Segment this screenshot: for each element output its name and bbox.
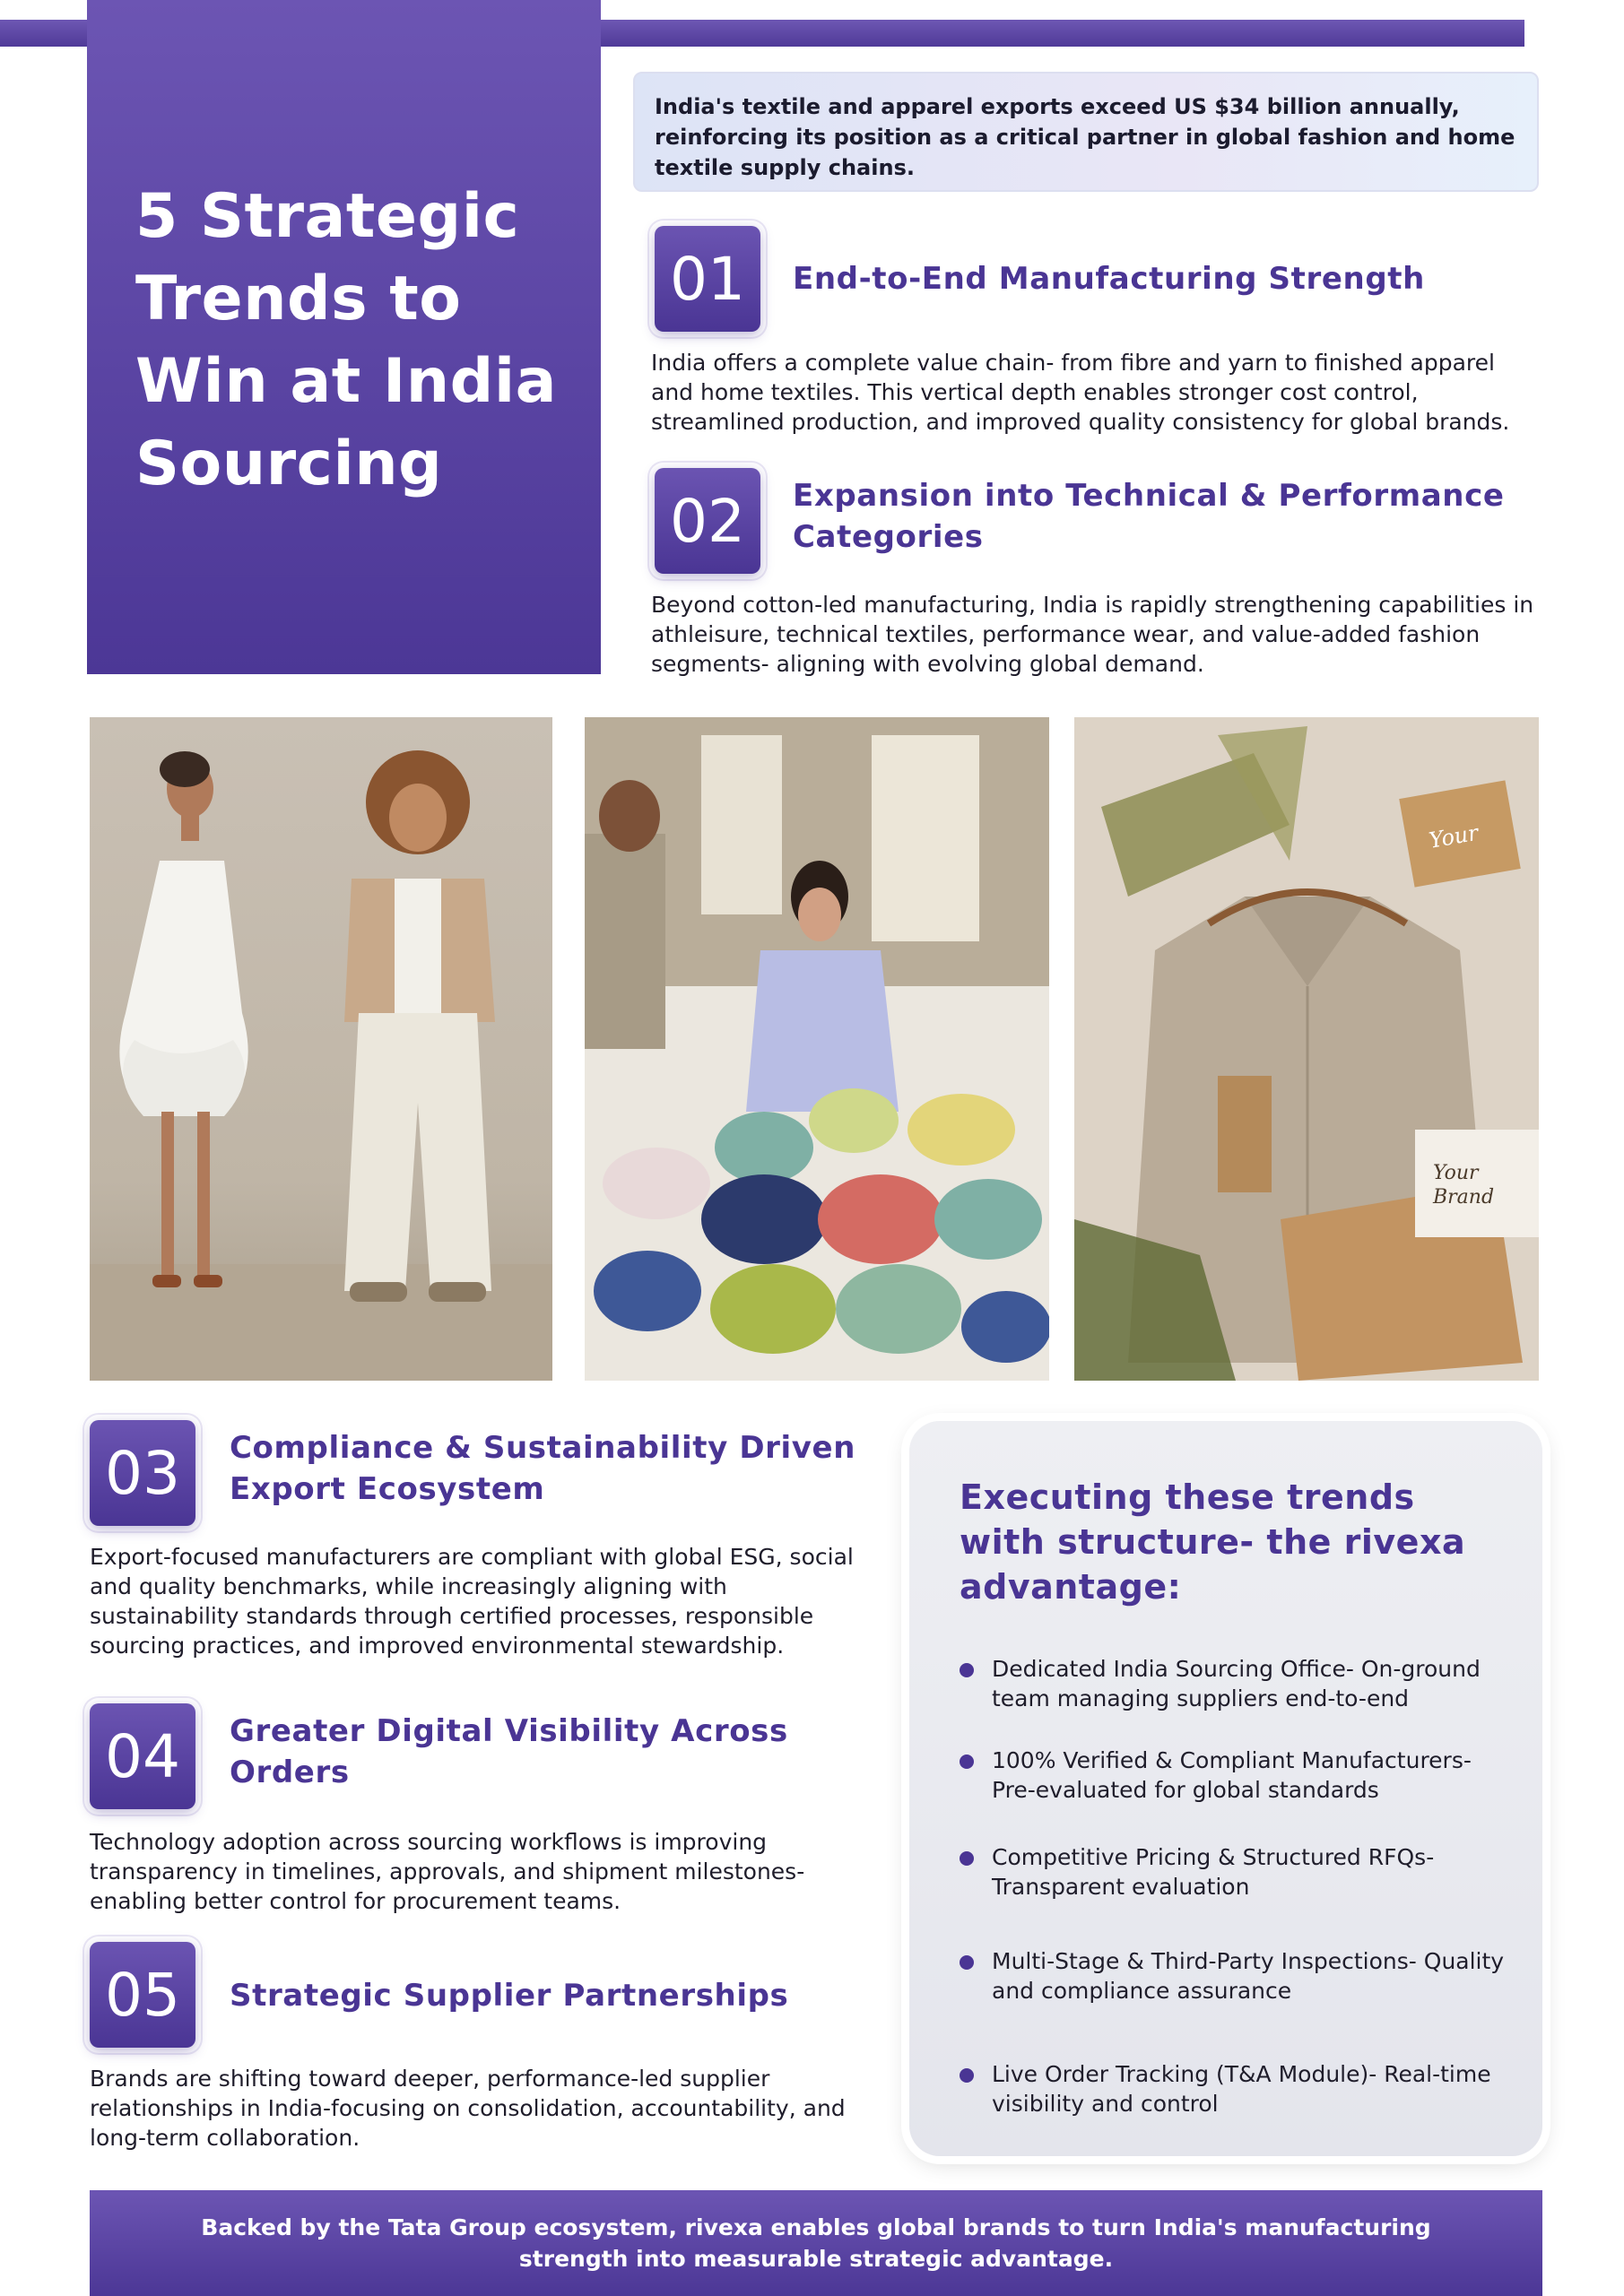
- bullet-dot-icon: [960, 1851, 974, 1866]
- shirt-branding-photo: [1074, 717, 1539, 1381]
- title-panel: [87, 0, 601, 674]
- trend-body-05: Brands are shifting toward deeper, performance-led supplier relationships in India-focusing on consolidation, accountability, and long-term collaboration.: [90, 2066, 846, 2151]
- advantage-item: Dedicated India Sourcing Office- On-ground team managing suppliers end-to-end: [960, 1654, 1515, 1713]
- trend-number-badge-03: 03: [90, 1420, 195, 1526]
- brand-card-brand: Brand: [1433, 1186, 1495, 1209]
- bullet-dot-icon: [960, 1955, 974, 1970]
- page-title: 5 Strategic Trends to Win at India Sourcing: [135, 181, 558, 499]
- trend-title-03: Compliance & Sustainability Driven Export Ecosystem: [230, 1430, 856, 1507]
- advantage-item: Multi-Stage & Third-Party Inspections- Quality and compliance assurance: [960, 1946, 1515, 2006]
- bullet-dot-icon: [960, 1754, 974, 1769]
- export-stat-callout: India's textile and apparel exports exceed US $34 billion annually, reinforcing its position as a critical partner in global fashion and home textile supply chains.: [633, 72, 1539, 192]
- bullet-dot-icon: [960, 2068, 974, 2083]
- trend-title-01: End-to-End Manufacturing Strength: [793, 261, 1425, 297]
- footer-text: Backed by the Tata Group ecosystem, rivexa enables global brands to turn India's manufacturing strength into measurable strategic advantage.: [201, 2214, 1431, 2272]
- rivexa-advantage-card: [909, 1421, 1542, 2156]
- trend-body-02: Beyond cotton-led manufacturing, India is rapidly strengthening capabilities in athleisure, technical textiles, performance wear, and value-added fashion segments- aligning with evolving global demand.: [651, 592, 1534, 677]
- trend-number-badge-02: 02: [655, 468, 760, 574]
- footer-banner: [90, 2190, 1542, 2296]
- block-print-fabric-photo: [585, 717, 1049, 1381]
- advantage-item: 100% Verified & Compliant Manufacturers- Pre-evaluated for global standards: [960, 1746, 1515, 1805]
- trend-title-05: Strategic Supplier Partnerships: [230, 1978, 789, 2014]
- brand-card-your: Your: [1433, 1162, 1479, 1184]
- advantage-list: [960, 1654, 1515, 2118]
- advantage-item: Competitive Pricing & Structured RFQs- Transparent evaluation: [960, 1842, 1515, 1902]
- bullet-dot-icon: [960, 1663, 974, 1677]
- trend-number-badge-04: 04: [90, 1703, 195, 1809]
- kids-apparel-photo: [90, 717, 552, 1381]
- trend-body-01: India offers a complete value chain- from fibre and yarn to finished apparel and home textiles. This vertical depth enables stronger cost control, streamlined production, and improved quality consistency for global brands.: [651, 350, 1510, 435]
- trend-number-badge-01: 01: [655, 226, 760, 332]
- brand-card-text: Your: [1427, 819, 1481, 853]
- trend-body-04: Technology adoption across sourcing workflows is improving transparency in timelines, approvals, and shipment milestones- enabling better control for procurement teams.: [90, 1829, 805, 1914]
- trend-number-badge-05: 05: [90, 1942, 195, 2048]
- advantage-item: Live Order Tracking (T&A Module)- Real-time visibility and control: [960, 2059, 1515, 2118]
- trend-title-04: Greater Digital Visibility Across Orders: [230, 1713, 788, 1790]
- trend-body-03: Export-focused manufacturers are compliant with global ESG, social and quality benchmarks, while increasingly aligning with sustainability standards through certified processes, responsible sourcing practices, and improved environmental stewardship.: [90, 1544, 854, 1659]
- advantage-heading: Executing these trends with structure- the rivexa advantage:: [960, 1477, 1466, 1607]
- trend-title-02: Expansion into Technical & Performance Categories: [793, 478, 1505, 555]
